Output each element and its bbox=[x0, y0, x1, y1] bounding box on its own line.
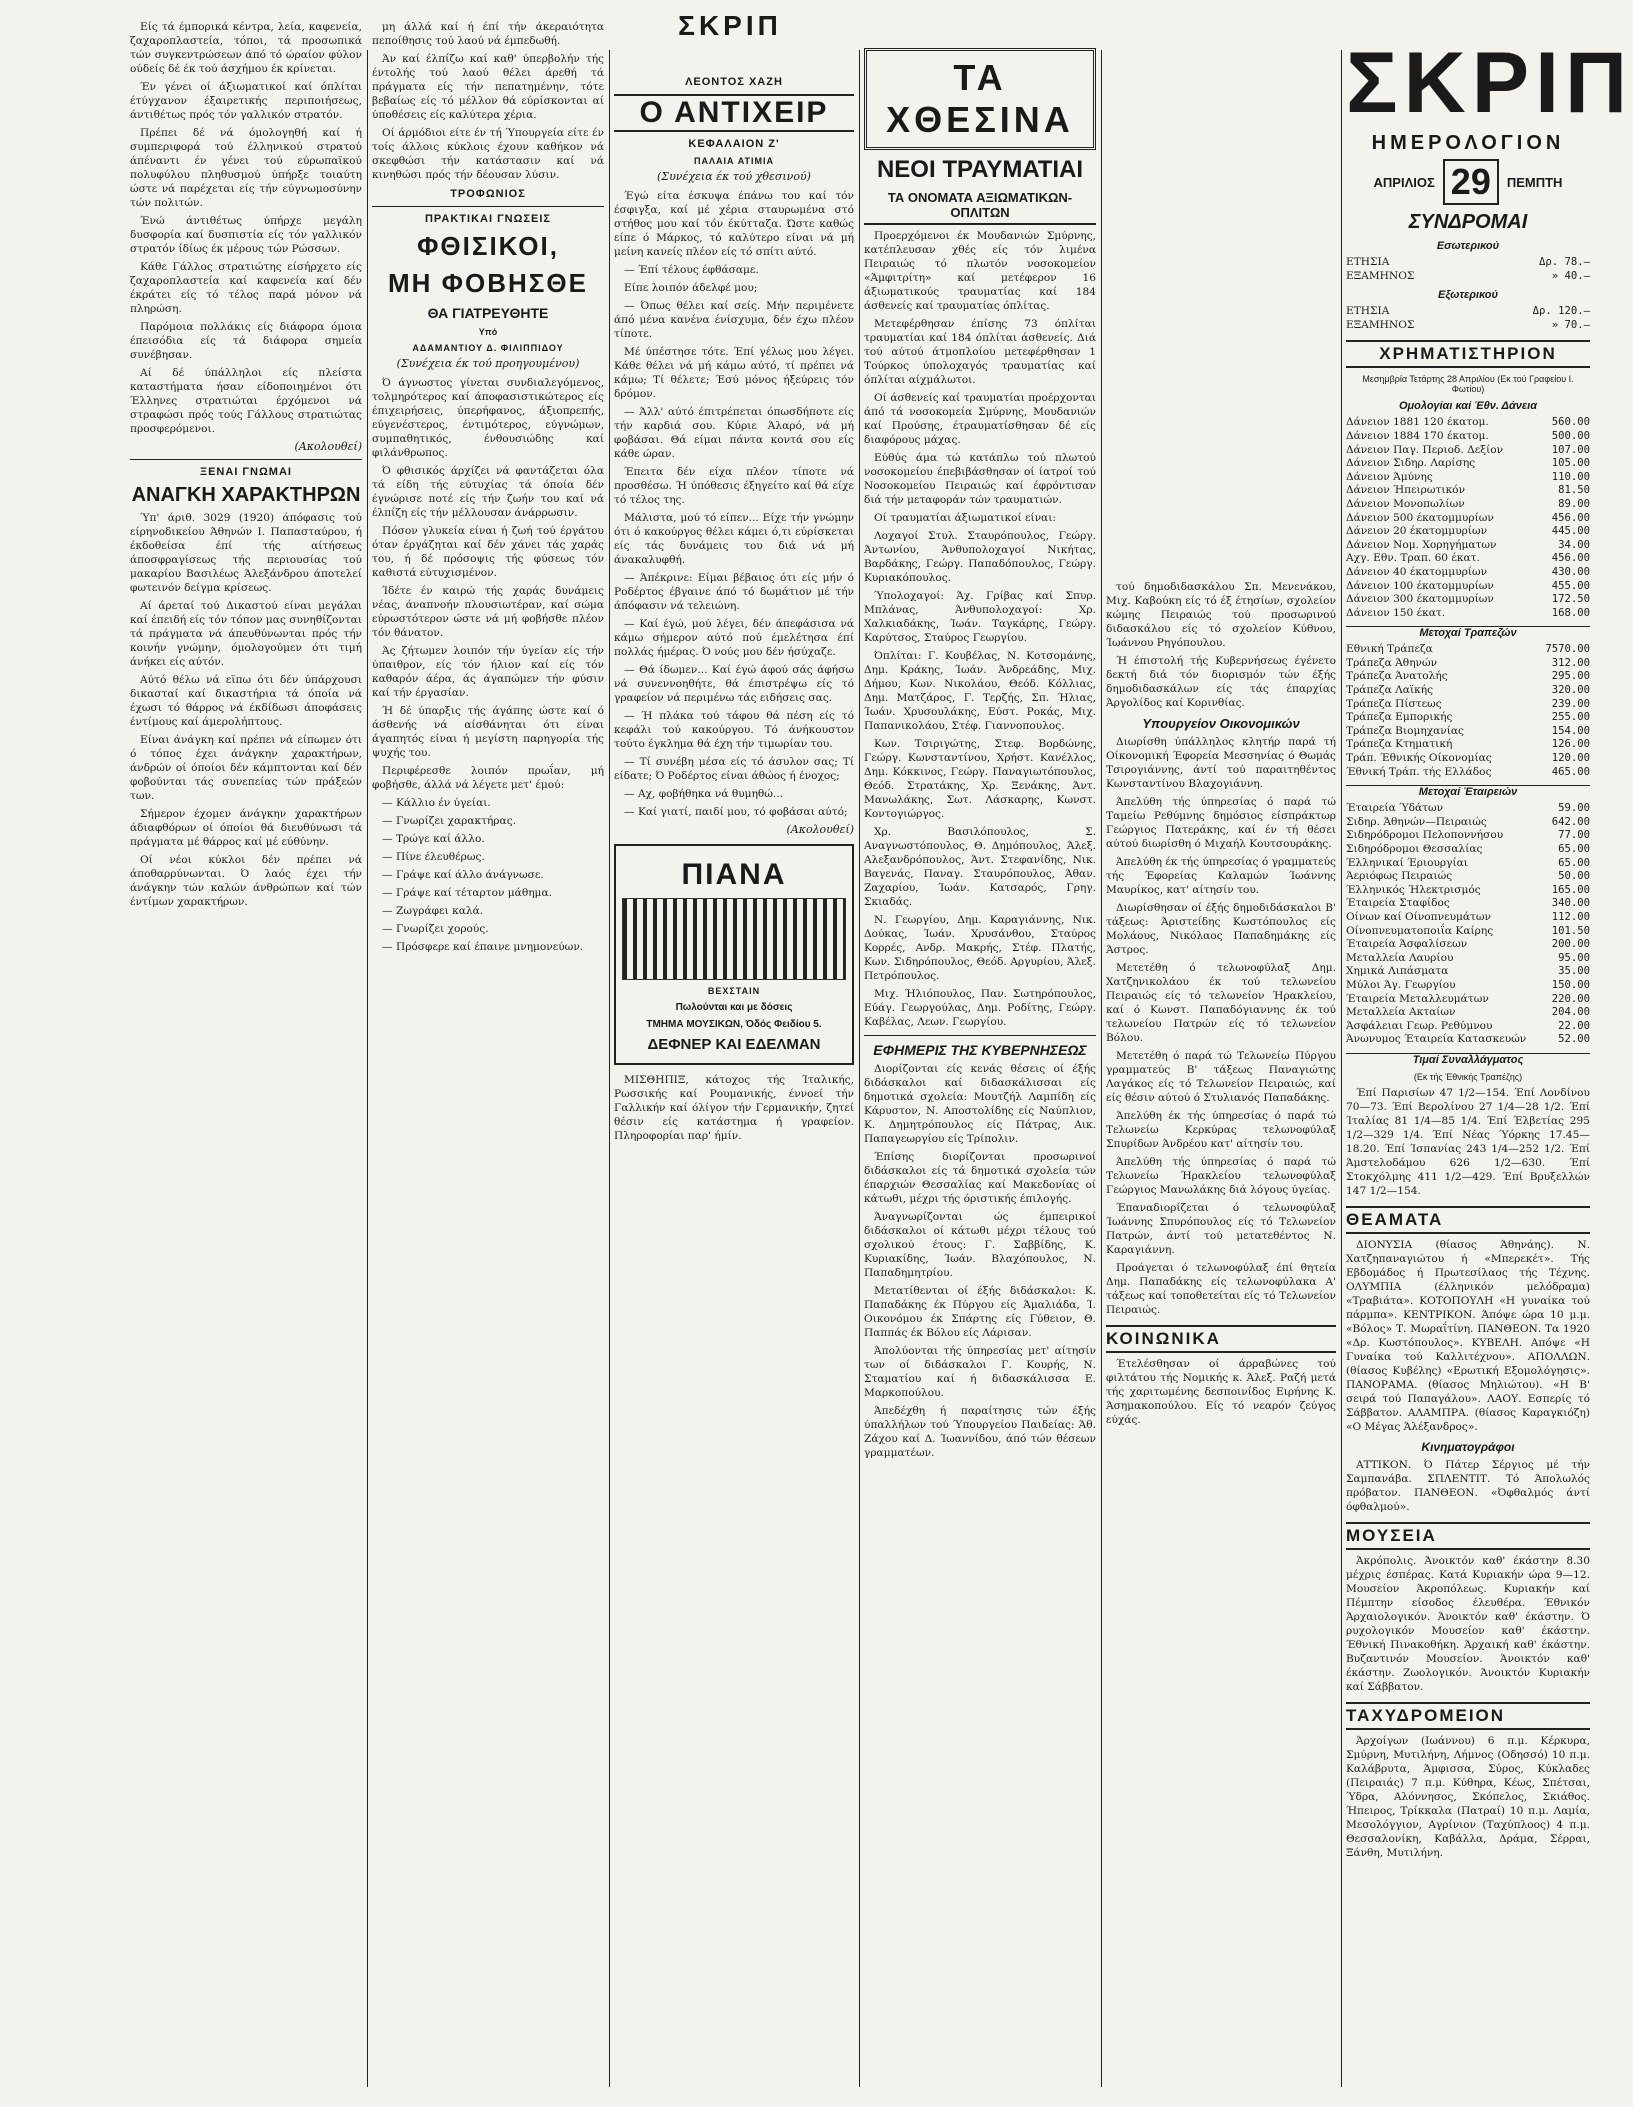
list-line: — Πρόσφερε καί έπαινε μνημονεύων. bbox=[382, 941, 584, 953]
bank-row-value: 239.00 bbox=[1551, 697, 1590, 710]
bank-row-label: Έθνική Τράπ. τής Ελλάδος bbox=[1346, 765, 1492, 778]
article-paragraph: Άπελύθη τής ύπηρεσίας ό παρά τώ Ταμείω Ρεθύμνης δημόσιος είσπράκτωρ Γεώργιος Πατεράκης, καί έν τή θέσει αύτού διωρίσθη ό Μιχαήλ Κουτσουράκης. bbox=[1106, 796, 1336, 850]
firm-row bbox=[1346, 870, 1590, 884]
bank-row-label: Τράπεζα Άθηνών bbox=[1346, 656, 1438, 669]
firm-row-label: Άεριόφως Πειραιώς bbox=[1346, 870, 1453, 883]
firm-row bbox=[1346, 816, 1590, 830]
date-day: 29 bbox=[1443, 159, 1499, 205]
article-paragraph: Ή έπιστολή τής Κυβερνήσεως έγένετο δεκτή διά τόν διορισμόν τών έξής δημοδιδασκάλων είς τάς έπαρχίας Άργολίδος καί Κορινθίας. bbox=[1106, 655, 1336, 709]
bond-row bbox=[1346, 607, 1590, 621]
article-paragraph: Έγώ είτα έσκυψα έπάνω του καί τόν έσφιγξα, καί μέ χέρια σταυρωμένα στό στήθος μου καί τόν έκύτταζα. Ώστε καθώς είπε ό Μάρκος, τό καλύτερο είναι νά μή μείνη κανείς πλέον είς τό σπίτι αύτό. bbox=[614, 190, 854, 258]
firm-row-value: 59.00 bbox=[1558, 802, 1590, 815]
bond-row-label: Δάνειον 1884 170 έκατομ. bbox=[1346, 429, 1489, 442]
article-paragraph: Έν γένει οί άξιωματικοί καί όπλίται έτύγχανον έξαιρετικής περιποιήσεως, άντιθέτως πρός τόν γαλλικόν στρατόν. bbox=[130, 81, 362, 121]
ad-department: ΤΜΗΜΑ ΜΟΥΣΙΚΩΝ, Όδός Φειδίου 5. bbox=[646, 1019, 822, 1030]
article-paragraph: Άν καί έλπίζω καί καθ' ύπερβολήν τής έντολής τού λαού θέλει άρεθή τά πράγματα είς τήν πεπατημένην, τότε βεβαίως είς τό μέλλον θά εύρίσκονται αί ύποθέσεις είς καλύτερα χέρια. bbox=[372, 53, 604, 121]
byline-prefix: Υπό bbox=[478, 327, 498, 337]
bond-row bbox=[1346, 580, 1590, 594]
firm-row-label: Έλληνικαί Έριουργίαι bbox=[1346, 856, 1468, 869]
list-line: — Γράψε καί τέταρτον μάθημα. bbox=[382, 887, 552, 899]
article-paragraph: — Άπέκρινε: Είμαι βέβαιος ότι είς μήν ό Ροδέρτος έβγαινε άπό τό δωμάτιον μέ τήν άπόφασιν νά τελειώνη. bbox=[614, 572, 854, 612]
article-paragraph: Αί δέ ύπάλληλοι είς πλείστα καταστήματα ήσαν είδοποιημένοι ότι Έλληνες στρατιώται έρχόμενοι νά στραφώσι πρός τούς Γάλλους στρατιώτας προσφερόμενοι. bbox=[130, 367, 362, 435]
article-paragraph: τού δημοδιδασκάλου Σπ. Μενενάκου, Μιχ. Καβούκη είς τό έξ έτησίων, σχολείον κώμης Πειραιώς τού προσωρινού διδασκάλου είς τό σχολείον Κύθνου, Ίωάννου Ρηγόπουλου. bbox=[1106, 581, 1336, 649]
divider bbox=[130, 459, 362, 460]
bond-row bbox=[1346, 430, 1590, 444]
firm-row-value: 77.00 bbox=[1558, 829, 1590, 842]
bond-row-label: Δάνειον Μονοπωλίων bbox=[1346, 497, 1465, 510]
firms-title: Μετοχαί Έταιρειών bbox=[1346, 785, 1590, 798]
bond-row-label: Δάνειον 20 έκατομμυρίων bbox=[1346, 525, 1488, 538]
article-paragraph: Οί νέοι κύκλοι δέν πρέπει νά άποθαρρύνωνται. Ό λαός έχει τήν άνάγκην τών καλών άνθρώπων καί τών έντίμων χαρακτήρων. bbox=[130, 854, 362, 908]
article-paragraph: Άπελύθη έκ τής ύπηρεσίας ό παρά τώ Τελωνείω Κερκύρας τελωνοφύλαξ Σπυρίδων Άνδρέου κατ' αίτησίν του. bbox=[1106, 1110, 1336, 1150]
subheadline: ΤΑ ΟΝΟΜΑΤΑ ΑΞΙΩΜΑΤΙΚΩΝ-ΟΠΛΙΤΩΝ bbox=[864, 190, 1096, 225]
firm-row bbox=[1346, 952, 1590, 966]
article-paragraph: Προερχόμενοι έκ Μουδανιών Σμύρνης, κατέπλευσαν χθές είς τόν λιμένα Πειραιώς τό πλωτόν νοσοκομείον «Άμφιτρίτη» καί μετέφερον 16 άξιωματικούς τραυματίας καί 184 άσθενείς καί τραυματίας όπλίτας. bbox=[864, 230, 1096, 312]
firm-row bbox=[1346, 938, 1590, 952]
column-1 bbox=[130, 20, 362, 2087]
firm-row bbox=[1346, 1006, 1590, 1020]
section-heading: ΘΕΑΜΑΤΑ bbox=[1346, 1206, 1590, 1234]
post-listing: Άρχοίγων (Ιωάννου) 6 π.μ. Κέρκυρα, Σμύρνη, Μυτιλήνη, Λήμνος (Οδησσό) 10 π.μ. Καλάβρυτα, Άμφισσα, Σύρος, Κύκλαδες (Πειραιάς) 7 π.μ. Κύθηρα, Κέως, Σπέτσαι, Ύδρα, Αλόννησος, Σκόπελος, Σκιάθος. Ήπειρος, Τρίκκαλα (Πατραί) 10 π.μ. Λαμία, Μεσολόγγιον, Αγρίνιον (Ταχύπλοος) 4 π.μ. Θεσσαλονίκη, Καβάλλα, Δράμα, Σέρραι, Ξάνθη, Μυτιλήνη. bbox=[1346, 1734, 1590, 1859]
firm-row-value: 95.00 bbox=[1558, 951, 1590, 964]
date-weekday: ΠΕΜΠΤΗ bbox=[1506, 174, 1563, 190]
fx-title: Τιμαί Συναλλάγματος bbox=[1346, 1053, 1590, 1066]
article-paragraph: Είς τά έμπορικά κέντρα, λεία, καφενεία, ζαχαροπλαστεία, τόποι, τά προσωπικά τών συγκεντρώσεων άπό τό ώραίον φύλον ούδείς δέ έκ τού άσχήμου έκ κρίνεται. bbox=[130, 21, 362, 75]
firm-row-value: 150.00 bbox=[1551, 978, 1590, 991]
continued-note: (Ακολουθεί) bbox=[786, 823, 854, 836]
article-paragraph: Άπεδέχθη ή παραίτησις τών έξής ύπαλλήλων τού Ύπουργείου Παιδείας: Άθ. Ζάχου καί Δ. Ίωαννίδου, άπό τών θέσεων γραμματέων. bbox=[864, 1405, 1096, 1459]
article-paragraph: Πρέπει δέ νά όμολογηθή καί ή συμπεριφορά τού έλληνικού στρατού άπέναντι έν γένει τού εύρωπαϊκού πολυφύλου πληθυσμού ύπήρξε τοιαύτη ώστε νά παρέχεται είς τήν εύγνωμοσύνην τών πολιτών. bbox=[130, 127, 362, 209]
subscription-row bbox=[1346, 256, 1590, 270]
article-paragraph: Λοχαγοί Στυλ. Σταυρόπουλος, Γεώργ. Άντωνίου, Άνθυπολοχαγοί Νικήτας, Βαρδάκης, Γεώργ. Παπαδόπουλος, Γεώργ. Κυριακόπουλος. bbox=[864, 530, 1096, 584]
bond-row-value: 81.50 bbox=[1558, 484, 1590, 497]
list-line: — Κάλλιο έν ύγείαι. bbox=[382, 797, 491, 809]
firm-row bbox=[1346, 1033, 1590, 1047]
article-paragraph: — Θά ίδωμεν... Καί έγώ άφού σάς άφήσω νά συνεννοηθήτε, θά έπιστρέψω είς τό γραφείον νά περιμένω τάς ειδήσεις σας. bbox=[614, 664, 854, 704]
firm-row-value: 52.00 bbox=[1558, 1033, 1590, 1046]
subscriptions-title: ΣΥΝΔΡΟΜΑΙ bbox=[1408, 211, 1528, 233]
bank-row bbox=[1346, 698, 1590, 712]
list-line: — Πίνε έλευθέρως. bbox=[382, 851, 485, 863]
article-paragraph: Πόσον γλυκεία είναι ή ζωή τού έργάτου όταν έργάζηται καί δέν χάνει τάς χαράς του, ή δέ πρόσοψις τής φύσεως τόν καθιστά εύτυχισμένον. bbox=[372, 525, 604, 579]
firm-row bbox=[1346, 829, 1590, 843]
bond-row-value: 105.00 bbox=[1551, 457, 1590, 470]
bond-row-value: 456.00 bbox=[1551, 552, 1590, 565]
subscription-row bbox=[1346, 305, 1590, 319]
article-title: ΑΝΑΓΚΗ ΧΑΡΑΚΤΗΡΩΝ bbox=[131, 484, 361, 506]
bond-row-value: 500.00 bbox=[1551, 429, 1590, 442]
column-rule bbox=[609, 50, 610, 2087]
chapter-subtitle: ΠΑΛΑΙΑ ΑΤΙΜΙΑ bbox=[694, 156, 774, 166]
byline: ΑΔΑΜΑΝΤΙΟΥ Δ. ΦΙΛΙΠΠΙΔΟΥ bbox=[412, 343, 564, 353]
bond-row-value: 455.00 bbox=[1551, 579, 1590, 592]
column-4 bbox=[864, 20, 1096, 2087]
banks-list bbox=[1346, 643, 1590, 779]
divider bbox=[864, 1035, 1096, 1036]
section-kicker: ΕΦΗΜΕΡΙΣ ΤΗΣ ΚΥΒΕΡΝΗΣΕΩΣ bbox=[873, 1042, 1087, 1058]
bond-row-value: 445.00 bbox=[1551, 525, 1590, 538]
bond-row bbox=[1346, 484, 1590, 498]
column-rule bbox=[367, 50, 368, 2087]
firm-row-label: Σιδηρόδρομοι Θεσσαλίας bbox=[1346, 843, 1483, 855]
article-paragraph: — Καί έγώ, μού λέγει, δέν άπεφάσισα νά κάμω σήμερον αύτό πού έμελέτησα έπί πολλάς ήμέρας. Ό νούς μου δέν ήσύχαζε. bbox=[614, 618, 854, 658]
firm-row bbox=[1346, 884, 1590, 898]
article-title: ΜΗ ΦΟΒΗΣΘΕ bbox=[388, 268, 588, 298]
bond-row bbox=[1346, 471, 1590, 485]
bond-row-value: 110.00 bbox=[1551, 470, 1590, 483]
bank-row bbox=[1346, 643, 1590, 657]
bond-row-value: 107.00 bbox=[1551, 443, 1590, 456]
article-paragraph: Ύπ' άριθ. 3029 (1920) άπόφασις τού είρηνοδικείου Άθηνών Ι. Παπασταύρου, ή έκδοθείσα έπί τής αίτήσεως άποσφραγίσεως τής περιουσίας τού μακαρίου Βασιλέως Άλεξάνδρου άποτελεί φωτεινόν δείγμα κρίσεως. bbox=[130, 512, 362, 594]
bank-row bbox=[1346, 725, 1590, 739]
continued-note: (Ακολουθεί) bbox=[294, 440, 362, 453]
bank-row-label: Τράπεζα Λαϊκής bbox=[1346, 684, 1434, 697]
bank-row-value: 154.00 bbox=[1551, 724, 1590, 737]
bond-row-label: Δάνειον Παγ. Περιοδ. Δεξίον bbox=[1346, 443, 1504, 456]
article-paragraph: Έτελέσθησαν οί άρραβώνες τού φιλτάτου τής Νομικής κ. Άλεξ. Ραζή μετά τής χαριτωμένης δεσποινίδος Ειρήνης Κ. Άσημακοπούλου. Είς τό νεαρόν ζεύγος εύχάς. bbox=[1106, 1358, 1336, 1426]
subscription-row-label: ΕΞΑΜΗΝΟΣ bbox=[1346, 269, 1415, 282]
bond-row bbox=[1346, 525, 1590, 539]
firm-row-value: 200.00 bbox=[1551, 938, 1590, 951]
headline: ΝΕΟΙ ΤΡΑΥΜΑΤΙΑΙ bbox=[876, 156, 1084, 183]
firm-row bbox=[1346, 979, 1590, 993]
bond-row-label: Δάνειον 300 έκατομμυρίων bbox=[1346, 593, 1494, 606]
classified-ad: ΜΙΣΘΗΠΙΞ, κάτοχος τής Ίταλικής, Ρωσσικής καί Ρουμανικής, έννοεί τήν Γαλλικήν καί όλίγον τήν Γερμανικήν, ζητεί θέσιν είς κατάστημα ή γραφείον. Πληροφορίαι παρ' ήμίν. bbox=[614, 1074, 854, 1142]
bank-row-value: 7570.00 bbox=[1545, 643, 1590, 656]
fx-text: Έπί Παρισίων 47 1/2—154. Έπί Λονδίνου 70—73. Έπί Βερολίνου 27 1/4—28 1/2. Έπί Ίταλίας 81 1/4—85 1/4. Έπί Έλβετίας 295 1/2—329 1/4. Έπί Νέας Ύόρκης 17.45—18.20. Έπί Ίσπανίας 243 1/4—252 1/2. Έπί Άμστελοδάμου 626 1/2—630. Έπί Στοκχόλμης 411 1/2—429. Έπί Βρυξελλών 147 1/2—154. bbox=[1346, 1086, 1590, 1197]
firm-row-label: Μύλοι Άγ. Γεωργίου bbox=[1346, 978, 1456, 991]
chapter-label: ΚΕΦΑΛΑΙΟΝ Ζ' bbox=[688, 138, 780, 150]
article-paragraph: Έπαναδιορίζεται ό τελωνοφύλαξ Ίωάννης Σπυρόπουλος είς τό Τελωνείον Πατρών, άντί τού μετατεθέντος Ν. Καραγιάννη. bbox=[1106, 1202, 1336, 1256]
fx-note: (Εκ τής Έθνικής Τραπέζης) bbox=[1413, 1071, 1523, 1082]
subscriptions-foreign-list bbox=[1346, 305, 1590, 332]
firm-row bbox=[1346, 911, 1590, 925]
piano-illustration bbox=[622, 898, 846, 980]
column-3 bbox=[614, 20, 854, 2087]
firm-row-label: Σιδηρ. Άθηνών—Πειραιώς bbox=[1346, 815, 1487, 828]
bond-row-value: 560.00 bbox=[1551, 416, 1590, 429]
spacer bbox=[1106, 20, 1336, 580]
name-list: Μιχ. Ήλιόπουλος, Παν. Σωτηρόπουλος, Εύάγ. Γεωργούλας, Δημ. Ροδίτης, Γεώργ. Καβέλας, Λεων. Γεωργίου. bbox=[864, 988, 1096, 1028]
bonds-list bbox=[1346, 416, 1590, 620]
divider bbox=[372, 206, 604, 207]
article-paragraph: Άπελύθη τής ύπηρεσίας ό παρά τώ Τελωνείω Ήρακλείου τελωνοφύλαξ Γεώργιος Μανωλάκης διά λόγους ύγείας. bbox=[1106, 1156, 1336, 1196]
firm-row bbox=[1346, 857, 1590, 871]
article-paragraph: Διορίζονται είς κενάς θέσεις οί έξής διδάσκαλοι καί διδασκάλισσαι είς δημοτικά σχολεία: Μουτζήλ Λαμπίδη είς Κάρυστον, Ν. Αποστολίδης είς Ναύπλιον, Κ. Δημητρόπουλος είς Πάτρας, Αικ. Παπαγεωργίου είς Τρίπολιν. bbox=[864, 1063, 1096, 1145]
bond-row-label: Δάνειον 40 έκατομμυρίων bbox=[1346, 565, 1488, 578]
bank-row-value: 312.00 bbox=[1551, 656, 1590, 669]
firm-row-label: Οίνων καί Οίνοπνευμάτων bbox=[1346, 910, 1491, 923]
bond-row bbox=[1346, 566, 1590, 580]
firm-row-value: 642.00 bbox=[1551, 815, 1590, 828]
firm-row-value: 340.00 bbox=[1551, 897, 1590, 910]
bond-row-value: 456.00 bbox=[1551, 511, 1590, 524]
bond-row-label: Δάνειον Άμύνης bbox=[1346, 470, 1433, 483]
subscriptions-domestic: Εσωτερικού bbox=[1436, 240, 1500, 252]
firm-row-label: Μεταλλεία Ακταίων bbox=[1346, 1006, 1456, 1019]
bond-row bbox=[1346, 416, 1590, 430]
bank-row-label: Τράπεζα Κτηματική bbox=[1346, 738, 1453, 751]
article-paragraph: Αύτό θέλω νά εϊπω ότι δέν ύπάρχουσι δικασταί καί δικαστήρια τά όποία νά έχωσι τό θάρρος νά έκδίδωσι άποφάσεις έντίμους καί άμερολήπτους. bbox=[130, 674, 362, 728]
column-rule bbox=[1101, 50, 1102, 2087]
bond-row bbox=[1346, 539, 1590, 553]
article-title: ΦΘΙΣΙΚΟΙ, bbox=[417, 231, 559, 261]
firm-row-label: Οίνοπνευματοποιΐα Καίρης bbox=[1346, 924, 1494, 937]
bond-row bbox=[1346, 444, 1590, 458]
article-paragraph: — Τί συνέβη μέσα είς τό άσυλον σας; Τί είδατε; Ό Ροδέρτος είναι άθώος ή ένοχος; bbox=[614, 756, 854, 782]
firm-row-value: 204.00 bbox=[1551, 1006, 1590, 1019]
subscription-row-value: » 70.— bbox=[1551, 318, 1590, 331]
article-paragraph: — Έπί τέλους έφθάσαμε. bbox=[624, 264, 759, 276]
bank-row bbox=[1346, 752, 1590, 766]
bond-row-label: Δάνειον Νομ. Χορηγήματων bbox=[1346, 538, 1497, 551]
list-line: — Γνωρίζει χαρακτήρας. bbox=[382, 815, 516, 827]
firm-row-label: Έταιρεία Μεταλλευμάτων bbox=[1346, 992, 1489, 1005]
author-signature: ΤΡΟΦΩΝΙΟΣ bbox=[450, 188, 526, 200]
bond-row-label: Αχγ. Εθν. Τραπ. 60 έκατ. bbox=[1346, 552, 1480, 565]
subscription-row-value: » 40.— bbox=[1551, 269, 1590, 282]
firm-row-value: 65.00 bbox=[1558, 856, 1590, 869]
firm-row-value: 35.00 bbox=[1558, 965, 1590, 978]
article-paragraph: Κάθε Γάλλος στρατιώτης είσήρχετο είς ζαχαροπλαστεία καί καφενεία καί δέν έκράτει είς τό τέλος παρά μόνον νά πληρώση. bbox=[130, 261, 362, 315]
section-heading: ΚΟΙΝΩΝΙΚΑ bbox=[1106, 1325, 1336, 1353]
list-line: — Γράψε καί άλλο άνάγνωσε. bbox=[382, 869, 544, 881]
subscription-row-value: Δρ. 120.— bbox=[1532, 305, 1590, 318]
bond-row bbox=[1346, 552, 1590, 566]
bond-row bbox=[1346, 512, 1590, 526]
firm-row bbox=[1346, 993, 1590, 1007]
bond-row-value: 89.00 bbox=[1558, 497, 1590, 510]
firm-row-label: Σιδηρόδρομοι Πελοποννήσου bbox=[1346, 829, 1504, 842]
column-rule bbox=[859, 50, 860, 2087]
article-paragraph: Προάγεται ό τελωνοφύλαξ έπί θητεία Δημ. Παπαδάκης είς τελωνοφύλακα Α' τάξεως καί τοποθετείται είς τό Τελωνείον Πειραιώς. bbox=[1106, 1262, 1336, 1316]
article-paragraph: Ύπολοχαγοί: Άχ. Γρίβας καί Σπυρ. Μπλάνας, Άνθυπολοχαγοί: Χρ. Χαλκιαδάκης, Ίωάν. Ταγκάρης, Γεώργ. Καρύτσος, Σταύρος Γεωργίου. bbox=[864, 590, 1096, 644]
continued-note: (Συνέχεια έκ τού προηγουμένου) bbox=[396, 357, 580, 370]
article-paragraph: Ίδέτε έν καιρώ τής χαράς δυνάμεις νέας, άναπνοήν πλουσιωτέραν, καί σώμα εύρωστότερον ώστε νά μή φοβήσθε πλέον τόν θάνατον. bbox=[372, 585, 604, 639]
banks-title: Μετοχαί Τραπεζών bbox=[1346, 626, 1590, 639]
article-paragraph: Εύθύς άμα τώ κατάπλω τού πλωτού νοσοκομείου έπεβιβάσθησαν οί ίατροί τού Νοσοκομείου Πειραιώς καί έφρόντισαν διά τήν μεταφοράν τών τραυματιών. bbox=[864, 452, 1096, 506]
firm-row-value: 165.00 bbox=[1551, 883, 1590, 896]
article-paragraph: Οί άρμόδιοι είτε έν τή Ύπουργεία είτε έν τοίς άλλοις κύκλοις έχουν καθήκον νά σκεφθώσι τήν κατάστασιν καί νά κινηθώσι πρός τήν δέουσαν λύσιν. bbox=[372, 127, 604, 181]
subscription-row bbox=[1346, 319, 1590, 333]
subscription-row-label: ΕΤΗΣΙΑ bbox=[1346, 256, 1390, 268]
bank-row-value: 120.00 bbox=[1551, 752, 1590, 765]
article-paragraph: Διωρίσθη ύπάλληλος κλητήρ παρά τή Οίκονομική Έφορεία Μεσσηνίας ό Θωμάς Τσιρογιάννης, άντί τού παραιτηθέντος Κωνσταντίνου Βλαχογιάννη. bbox=[1106, 736, 1336, 790]
article-paragraph: Ό φθισικός άρχίζει νά φαντάζεται όλα τά είδη τής εύτυχίας τά όποία δέν έγνώρισε ποτέ είς τήν ζωήν του καί νά έλπίζη είς τήν μέλλουσαν άνάρρωσιν. bbox=[372, 465, 604, 519]
article-paragraph: Έπίσης διορίζονται προσωρινοί διδάσκαλοι είς τά δημοτικά σχολεία τών έπαρχιών Θεσσαλίας καί Μακεδονίας οί κάτωθι, μέχρι τής όριστικής έπιλογής. bbox=[864, 1151, 1096, 1205]
article-paragraph: Έπειτα δέν είχα πλέον τίποτε νά προσθέσω. Ή ύπόθεσις έξηγείτο καί θά είχε τό τέλος της. bbox=[614, 466, 854, 506]
theatre-listing: ΔΙΟΝΥΣΙΑ (θίασος Άθηνάης). Ν. Χατζηπαναγιώτου ή «Μπερεκέτ». Τής Εβδομάδος ή Πρωτεσίλαος τής Τέχνης. ΟΛΥΜΠΙΑ (έλληνικόν μελόδραμα) «Τραβιάτα». ΚΟΤΟΠΟΥΛΗ «Η γυναίκα τού πάρμπα». ΚΕΝΤΡΙΚΟΝ. Άπόψε ώρα 10 μ.μ. «Βόλος» Τ. Μωραΐτίνη. ΠΑΝΘΕΟΝ. Τα 1920 «Δρ. Κωστόπουλος». ΚΥΒΕΛΗ. Απόψε «Η Γυναίκα τού Καλλιτέχνου». ΑΠΟΛΛΩΝ. (θίασος Κυβέλης) «Ερωτική Εξομολόγησις». ΠΑΝΟΡΑΜΑ. (θίασος Μηλιώτου). «Η Β' σειρά τού Παπαγάλου». ΛΑΟΥ. Εσπερίς τό Σάββατον. ΑΛΑΜΠΡΑ. (θίασος Καραγκιόζη) «Ο Μέγας Άλέξανδρος». bbox=[1346, 1238, 1590, 1433]
firm-row-label: Άσφάλειαι Γεωρ. Ρεθύμνου bbox=[1346, 1019, 1493, 1032]
article-paragraph: Σήμερον έχομεν άνάγκην χαρακτήρων άδιαφθόρων οί όποίοι θά διευθύνωσι τά πράγματα μέ θάρρος καί μέ εύθύνην. bbox=[130, 808, 362, 848]
section-banner: ΤΑ ΧΘΕΣΙΝΑ bbox=[864, 48, 1096, 150]
article-paragraph: Διωρίσθησαν οί έξής δημοδιδάσκαλοι Β' τάξεως: Άριστείδης Κωστόπουλος είς Μολάους, Νικόλαος Παπαδημάκης είς Άστρος. bbox=[1106, 902, 1336, 956]
column-5 bbox=[1106, 20, 1336, 2087]
ad-firm: ΔΕΦΝΕΡ ΚΑΙ ΕΔΕΛΜΑΝ bbox=[647, 1036, 821, 1053]
subscriptions-domestic-list bbox=[1346, 256, 1590, 283]
calendar-title: ΗΜΕΡΟΛΟΓΙΟΝ bbox=[1371, 132, 1565, 154]
article-paragraph: Είπε λοιπόν άδελφέ μου; bbox=[624, 282, 758, 294]
bank-row-label: Τράπεζα Βιομηχανίας bbox=[1346, 724, 1464, 737]
date-month: ΑΠΡΙΛΙΟΣ bbox=[1373, 174, 1435, 190]
bank-row-value: 126.00 bbox=[1551, 738, 1590, 751]
section-kicker: ΞΕΝΑΙ ΓΝΩΜΑΙ bbox=[200, 466, 292, 478]
continued-note: (Συνέχεια έκ τού χθεσινού) bbox=[657, 170, 811, 183]
subscription-row-label: ΕΞΑΜΗΝΟΣ bbox=[1346, 318, 1415, 331]
article-paragraph: Μετατίθενται οί έξής διδάσκαλοι: Κ. Παπαδάκης έκ Πύργου είς Άμαλιάδα, Ί. Οικονόμου έκ Σπάρτης είς Γύθειον, Θ. Παππάς έκ Βόλου είς Λάρισαν. bbox=[864, 1285, 1096, 1339]
piano-advertisement bbox=[614, 844, 854, 1065]
list-line: — Τρώγε καί άλλο. bbox=[382, 833, 485, 845]
subscription-row-label: ΕΤΗΣΙΑ bbox=[1346, 305, 1390, 318]
bond-row-value: 172.50 bbox=[1551, 593, 1590, 606]
article-paragraph: Είναι άνάγκη καί πρέπει νά είπωμεν ότι ό τόπος έχει άνάγκην χαρακτήρων, άνδρών οί όποίοι δέν κάμπτονται καί δέν φοβούνται τάς συνεπείας τών πράξεών των. bbox=[130, 734, 362, 802]
bond-row-value: 168.00 bbox=[1551, 606, 1590, 619]
bank-row bbox=[1346, 684, 1590, 698]
bond-row bbox=[1346, 498, 1590, 512]
article-paragraph: Άς ζήτωμεν λοιπόν τήν ύγείαν είς τήν ύπαιθρον, είς τόν ήλιον καί είς τόν καθαρόν άέρα, άς άγαπώμεν τήν φύσιν καί τήν έργασίαν. bbox=[372, 645, 604, 699]
newspaper-page bbox=[10, 10, 1633, 2097]
article-paragraph: μη άλλά καί ή έπί τήν άκεραιότητα πεποίθησις τού λαού νά έμπεδωθή. bbox=[372, 21, 604, 47]
article-paragraph: Μετετέθη ό τελωνοφύλαξ Δημ. Χατζηνικολάου έκ τού τελωνείου Πειραιώς είς τό τελωνείον Ήρακλείου, καί ό Κωνστ. Παπαδόγιαννης έκ τού τελωνείου Πατρών είς τό τελωνείον Βόλου. bbox=[1106, 962, 1336, 1044]
bond-row bbox=[1346, 457, 1590, 471]
serial-author: ΛΕΟΝΤΟΣ ΧΑΖΗ bbox=[685, 76, 783, 88]
firm-row bbox=[1346, 965, 1590, 979]
firm-row-value: 220.00 bbox=[1551, 992, 1590, 1005]
masthead: ΣΚΡΙΠ bbox=[678, 10, 782, 41]
firm-row-label: Άνωνυμος Έταιρεία Κατασκευών bbox=[1346, 1033, 1527, 1046]
bank-row-label: Τράπεζα Άνατολής bbox=[1346, 670, 1448, 683]
firm-row-label: Μεταλλεία Λαυρίου bbox=[1346, 951, 1454, 964]
firms-list bbox=[1346, 802, 1590, 1047]
bond-row-value: 430.00 bbox=[1551, 565, 1590, 578]
bank-row bbox=[1346, 670, 1590, 684]
article-paragraph: Μετεφέρθησαν έπίσης 73 όπλίται τραυματίαι καί 184 όπλίται άσθενείς. Διά τού αύτού άτμοπλοίου μετεφέρθησαν 1 Τούρκος ύπολοχαγός τραυματίας καί όπλίται αίχμάλωτοι. bbox=[864, 318, 1096, 386]
firm-row-value: 50.00 bbox=[1558, 870, 1590, 883]
firm-row-label: Χημικά Λιπάσματα bbox=[1346, 965, 1449, 978]
bank-row-label: Εθνική Τράπεζα bbox=[1346, 643, 1433, 656]
name-list: Κων. Τσιριγώτης, Στεφ. Βορδώνης, Γεώργ. Κωνσταντίνου, Χρήστ. Κανέλλος, Δημ. Κόκκινος, Γεώργ. Παναγιωτόπουλος, Θεόδ. Στρατάκης, Χρ. Ξενάκης, Άντ. Μανωλάκης, Σωτ. Λάσκαρης, Κωνστ. Κοντογιώργος. bbox=[864, 738, 1096, 820]
list-line: — Ζωγράφει καλά. bbox=[382, 905, 484, 917]
cinema-listing: ΑΤΤΙΚΟΝ. Ό Πάτερ Σέργιος μέ τήν Σαμπανάβα. ΣΠΛΕΝΤΙΤ. Τό Άπολωλός πρόβατον. ΠΑΝΘΕΟΝ. «Όφθαλμός άντί όφθαλμού». bbox=[1346, 1458, 1590, 1513]
bank-row-value: 465.00 bbox=[1551, 765, 1590, 778]
article-paragraph: Οί άσθενείς καί τραυματίαι προέρχονται άπό τά νοσοκομεία Σμύρνης, Μουδανιών καί Προύσης, έτραυματίσθησαν δέ είς διαφόρους μάχας. bbox=[864, 392, 1096, 446]
article-paragraph: Μετετέθη ό παρά τώ Τελωνείω Πύργου γραμματεύς Β' τάξεως Παναγιώτης Λαγάκος είς τό Τελωνείον Πειραιώς, καί είς θέσιν αύτού ό Στυλιανός Παπαδάκης. bbox=[1106, 1050, 1336, 1104]
firm-row-value: 22.00 bbox=[1558, 1019, 1590, 1032]
firm-row bbox=[1346, 802, 1590, 816]
column-rule bbox=[1341, 50, 1342, 2087]
firm-row-value: 101.50 bbox=[1551, 924, 1590, 937]
bond-row-label: Δάνειον 150 έκατ. bbox=[1346, 606, 1446, 619]
firm-row-label: Έταιρεία Άσφαλίσεων bbox=[1346, 938, 1468, 951]
bond-row-label: Δάνειον 1881 120 έκατομ. bbox=[1346, 416, 1489, 429]
serial-title: Ο ΑΝΤΙΧΕΙΡ bbox=[614, 94, 854, 132]
article-paragraph: Οί τραυματίαι άξιωματικοί είναι: bbox=[874, 512, 1056, 524]
newspaper-logo: ΣΚΡΙΠ bbox=[1346, 35, 1633, 131]
bank-row-value: 320.00 bbox=[1551, 684, 1590, 697]
article-paragraph: Ένώ άντιθέτως ύπήρχε μεγάλη δυσφορία καί δυσπιστία είς τόν γαλλικόν στρατόν ίδίως έκ μέρους τών Ρώσσων. bbox=[130, 215, 362, 255]
firm-row bbox=[1346, 925, 1590, 939]
bond-row-label: Δάνειον Σιδηρ. Λαρίσης bbox=[1346, 457, 1476, 470]
bond-row-label: Δάνειον 500 έκατομμυρίων bbox=[1346, 511, 1494, 524]
name-list: Χρ. Βασιλόπουλος, Σ. Αναγνωστόπουλος, Θ. Δημόπουλος, Άλεξ. Αλεξανδρόπουλος, Άντ. Στεφανίδης, Νικ. Βαγενάς, Παναγ. Σταυρόπουλος, Άθαν. Ζαχαρίου, Ίωάν. Κατσαρός, Γρηγ. Σκιαδάς. bbox=[864, 826, 1096, 908]
section-heading: ΤΑΧΥΔΡΟΜΕΙΟΝ bbox=[1346, 1702, 1590, 1730]
name-list: Ν. Γεωργίου, Δημ. Καραγιάννης, Νικ. Δούκας, Ίωάν. Χρυσάνθου, Σταύρος Κορρές, Ανδρ. Μακρής, Στέφ. Πλατής, Κων. Σιδηρόπουλος, Θεόδ. Αργυρίου, Άλεξ. Πετρόπουλος. bbox=[864, 914, 1096, 982]
firm-row bbox=[1346, 1020, 1590, 1034]
article-paragraph: — Ή πλάκα τού τάφου θά πέση είς τό κεφάλι τού κακούργου. Τό άνήκουστον τούτο έγκλημα θά έχη τήν τιμωρίαν του. bbox=[614, 710, 854, 750]
section-kicker: Υπουργείον Οικονομικών bbox=[1142, 716, 1300, 731]
bank-row bbox=[1346, 657, 1590, 671]
article-paragraph: — Άλλ' αύτό έπιτρέπεται όπωσδήποτε είς τήν καρδιά σου. Κύριε Άλαρό, νά μή φοβάσαι. Θά είμαι πάντα κοντά σου είς κάθε ώραν. bbox=[614, 406, 854, 460]
firm-row-value: 65.00 bbox=[1558, 843, 1590, 855]
list-line: — Γνωρίζει χορούς. bbox=[382, 923, 489, 935]
article-paragraph: Μέ ύπέστησε τότε. Έπί γέλως μου λέγει. Κάθε θέλει νά μή κάμω αύτό, τί πρέπει νά κάμω; Τί θέλετε; Έσύ μόνος ήξεύρεις τόν δρόμον. bbox=[614, 346, 854, 400]
article-paragraph: Άπελύθη έκ τής ύπηρεσίας ό γραμματεύς τής Έφορείας Καλαμών Ίωάννης Μαυρίκος, κατ' αίτησίν του. bbox=[1106, 856, 1336, 896]
column-2 bbox=[372, 20, 604, 2087]
bank-row-label: Τράπεζα Εμπορικής bbox=[1346, 711, 1453, 724]
subscriptions-foreign: Εξωτερικού bbox=[1438, 289, 1498, 302]
market-note: Μεσημβρία Τετάρτης 28 Απριλίου (Εκ τού Γραφείου Ι. Φωτίου) bbox=[1362, 374, 1574, 395]
subscription-row bbox=[1346, 270, 1590, 284]
bank-row-value: 255.00 bbox=[1551, 711, 1590, 724]
firm-row bbox=[1346, 843, 1590, 857]
bond-row bbox=[1346, 593, 1590, 607]
ad-subtitle: Πωλούνται και με δόσεις bbox=[675, 1002, 793, 1013]
firm-row-value: 112.00 bbox=[1551, 910, 1590, 923]
museum-listing: Άκρόπολις. Άνοικτόν καθ' έκάστην 8.30 μέχρις έσπέρας. Κατά Κυριακήν ώρα 9—12. Μουσείον Άκροπόλεως. Κυριακήν καί Πέμπτην είσοδος έλευθέρα. Έθνικόν Άρχαιολογικόν. Άνοικτόν καθ' έκάστην. Ό ρυχολογικόν Μουσείον καθ' έκάστην. Έθνική Πινακοθήκη. Άρχαική καθ' έκάστην. Βυζαντινόν Μουσείον. Άνοικτόν καθ' έκάστην. Ζωολογικόν. Άνοικτόν Κυριακήν καί Σάββατον. bbox=[1346, 1554, 1590, 1693]
article-paragraph: Μάλιστα, μού τό είπεν... Είχε τήν γνώμην ότι ό κακούργος θέλει κάμει ό,τι εύρίσκεται είς τάς δυνάμεις του διά νά μή άνακαλυφθή. bbox=[614, 512, 854, 566]
bank-row bbox=[1346, 738, 1590, 752]
firm-row bbox=[1346, 897, 1590, 911]
article-paragraph: Αί άρεταί τού Δικαστού είναι μεγάλαι καί έπειδή είς τόν τόπον μας συνηθίζονται τά πράγματα νά άπευθύνωνται πρός τήν κοινήν γνώμην, όμολογούμεν ότι τιμή άνήκει είς αύτόν. bbox=[130, 600, 362, 668]
article-paragraph: Περιφέρεσθε λοιπόν πρωΐαν, μή φοβήσθε, άλλά νά λέγετε μετ' έμού: bbox=[372, 765, 604, 791]
article-paragraph: — Καί γιατί, παιδί μου, τό φοβάσαι αύτό; bbox=[624, 806, 848, 818]
firm-row-label: Έταιρεία Ύδάτων bbox=[1346, 802, 1444, 815]
cinema-title: Κινηματογράφοι bbox=[1421, 1439, 1515, 1454]
bond-row-label: Δάνειον 100 έκατομμυρίων bbox=[1346, 579, 1494, 592]
article-paragraph: — Αχ, φοβήθηκα νά θυμηθώ... bbox=[624, 788, 784, 800]
article-paragraph: Ή δέ ύπαρξις τής άγάπης ώστε καί ό άσθενής νά αίσθάνηται ότι είναι άγαπητός είναι ή μεγίστη παρηγορία τής ψυχής του. bbox=[372, 705, 604, 759]
section-heading: ΜΟΥΣΕΙΑ bbox=[1346, 1522, 1590, 1550]
bank-row-label: Τράπ. Έθνικής Οίκονομίας bbox=[1346, 752, 1492, 765]
article-paragraph: — Όπως θέλει καί σείς. Μήν περιμένετε άπό μένα κανένα ένίσχυμα, δέν έχω πλέον τίποτε. bbox=[614, 300, 854, 340]
ad-title: ΠΙΑΝΑ bbox=[681, 858, 787, 891]
firm-row-label: Έταιρεία Σταφίδος bbox=[1346, 897, 1450, 910]
section-kicker: ΠΡΑΚΤΙΚΑΙ ΓΝΩΣΕΙΣ bbox=[424, 213, 552, 225]
firm-row-label: Έλληνικός Ήλεκτρισμός bbox=[1346, 883, 1481, 896]
article-paragraph: Ό άγνωστος γίνεται συνδιαλεγόμενος, τολμηρότερος καί άποφασιστικώτερος είς έπιχειρήσεις, ύπερήφανος, άξιοπρεπής, εύγενέστερος, έντιμότερος, εύγνώμων, συμπαθητικός, ένθουσιώδης καί φιλάνθρωπος. bbox=[372, 377, 604, 459]
column-6 bbox=[1346, 20, 1633, 2087]
section-heading: ΧΡΗΜΑΤΙΣΤΗΡΙΟΝ bbox=[1346, 340, 1590, 368]
bank-row-value: 295.00 bbox=[1551, 670, 1590, 683]
bank-row-label: Τράπεζα Πίστεως bbox=[1346, 697, 1442, 710]
bond-row-label: Δάνειον Ήπειρωτικόν bbox=[1346, 484, 1466, 497]
article-subtitle: ΘΑ ΓΙΑΤΡΕΥΘΗΤΕ bbox=[427, 305, 549, 321]
subscription-row-value: Δρ. 78.— bbox=[1538, 256, 1590, 268]
bank-row bbox=[1346, 711, 1590, 725]
article-paragraph: Άπολύονται τής ύπηρεσίας μετ' αίτησίν των οί διδάσκαλοι Γ. Κουρής, Ν. Σταματίου καί ή διδασκάλισσα Ε. Μαρκοπούλου. bbox=[864, 1345, 1096, 1399]
article-paragraph: Άναγνωρίζονται ώς έμπειρικοί διδάσκαλοι οί κάτωθι μέχρι τέλους τού σχολικού έτους: Γ. Σαββίδης, Κ. Κυριακίδης, Ίωάν. Βλαχόπουλος, Ν. Παπαδημητρίου. bbox=[864, 1211, 1096, 1279]
bank-row bbox=[1346, 766, 1590, 780]
article-paragraph: Παρόμοια πολλάκις είς διάφορα όμοια έπεισόδια είς τά διάφορα σημεία συνέβησαν. bbox=[130, 321, 362, 361]
date-box bbox=[1346, 159, 1590, 205]
bonds-title: Ομολογίαι καί Έθν. Δάνεια bbox=[1398, 400, 1538, 413]
name-list: Όπλίται: Γ. Κουβέλας, Ν. Κοτσομάνης, Δημ. Κράκης, Ίωάν. Άνδρεάδης, Μιχ. Δήμου, Κων. Νικολάου, Θεόδ. Κόλλιας, Δημ. Ματζάρος, Γ. Τερζής, Σπ. Ήλιας, Ίωάν. Χρυσουλάκης, Εύστ. Ροκάς, Μιχ. Παπανικολάου, Στέφ. Γιαννοπουλος. bbox=[864, 650, 1096, 732]
bond-row-value: 34.00 bbox=[1558, 538, 1590, 551]
ad-brand: ΒΕΧΣΤΑΙΝ bbox=[707, 986, 761, 996]
